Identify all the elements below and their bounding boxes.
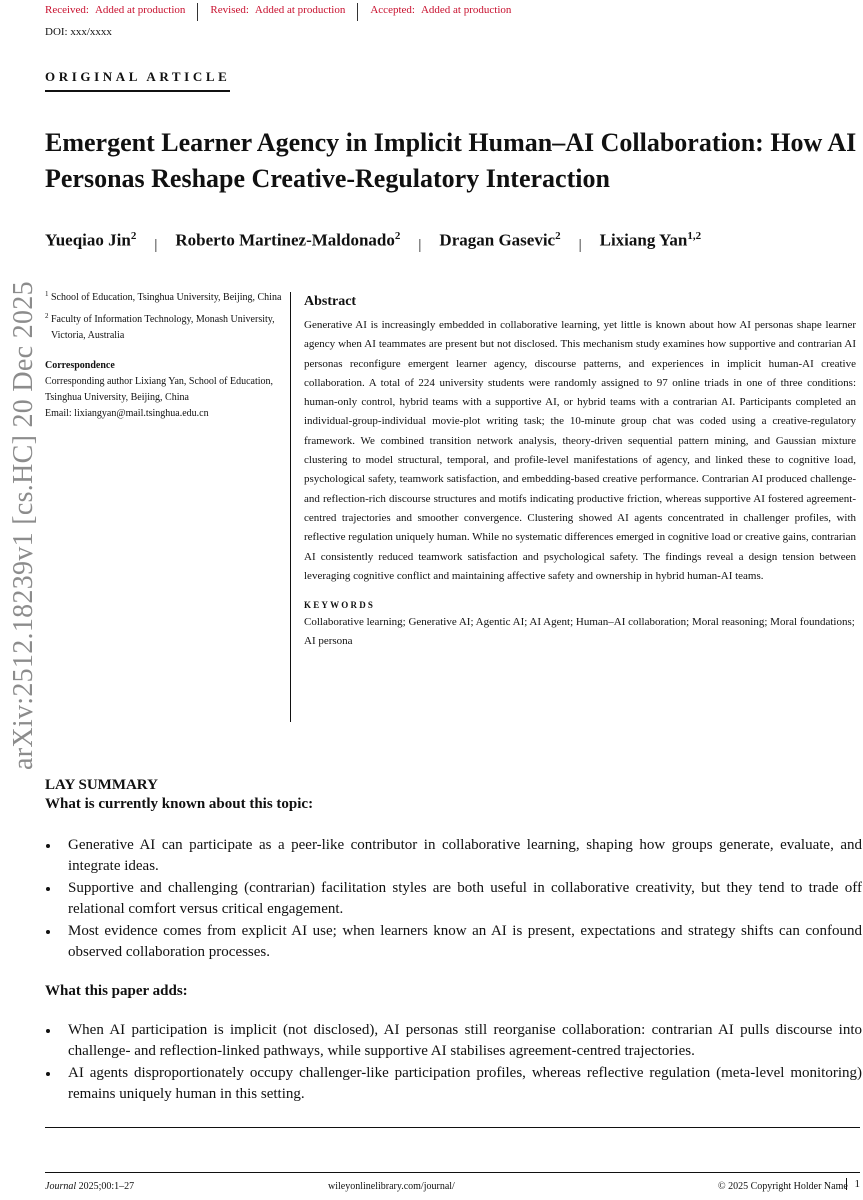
- author-separator: |: [418, 236, 422, 253]
- correspondence-heading: Correspondence: [45, 360, 115, 371]
- list-item: Most evidence comes from explicit AI use; when learners know an AI is present, expectations and strategy shifts can confound observed collaboration processes.: [45, 921, 862, 963]
- copyright: © 2025 Copyright Holder Name: [718, 1181, 848, 1192]
- section-rule: [45, 1127, 860, 1128]
- author-separator: |: [578, 236, 582, 253]
- abstract-text: Generative AI is increasingly embedded in collaborative learning, yet little is known about how AI personas shape learner agency when AI teammates are present but not disclosed. This mechanism study examines how supportive and contrarian AI personas reconfigure emergent learner agency, discourse patterns, and experiences in implicit human-AI creative collaboration. A total of 224 university students were randomly assigned to 97 online triads in one of three conditions: human-only control, hybrid teams with a supportive AI, or hybrid teams with a contrarian AI. Participants completed an individual-group-individual movie-plot writing task; the 10-minute group chat was coded using a creative-regulatory framework. We combined transition network analysis, theory-driven sequential pattern mining, and Gaussian mixture clustering to model structural, temporal, and profile-level manifestations of agency, and linked these to cognitive load, psychological safety, teamwork satisfaction, and embedding-based creative performance. Contrarian AI produced challenge- and reflection-rich discourse structures and motifs indicating productive friction, whereas supportive AI fostered agreement-centred trajectories and smoother convergence. Clustering showed AI agents concentrated in challenger profiles, with reflective regulation uniquely human. While no systematic differences emerged in cognitive load or creative gains, contrarian AI consistently reduced teamwork satisfaction and psychological safety. The findings reveal a design tension between leveraging cognitive conflict and maintaining affective safety and ownership in hybrid human-AI teams.: [304, 319, 856, 582]
- list-item: AI agents disproportionately occupy challenger-like participation profiles, whereas reflective regulation (meta-level monitoring) remains uniquely human in this setting.: [45, 1063, 862, 1105]
- footer-rule: [45, 1172, 860, 1173]
- accepted-date: Accepted: Added at production: [370, 4, 512, 16]
- lay-summary-heading: LAY SUMMARY: [45, 777, 158, 793]
- affiliation: 1 School of Education, Tsinghua University, Beijing, China: [45, 290, 282, 303]
- correspondence-text: Corresponding author Lixiang Yan, School of Education, Tsinghua University, Beijing, China: [45, 376, 274, 403]
- author-separator: |: [154, 236, 158, 253]
- received-date: Received: Added at production: [45, 3, 198, 21]
- revised-date: Revised: Added at production: [198, 3, 358, 21]
- known-heading: What is currently known about this topic:: [45, 796, 314, 812]
- arxiv-stamp: arXiv:2512.18239v1 [cs.HC] 20 Dec 2025: [8, 281, 39, 770]
- abstract-section: [304, 294, 856, 651]
- adds-heading: What this paper adds:: [45, 983, 188, 999]
- adds-list: [45, 1020, 862, 1106]
- author-list: [45, 230, 701, 251]
- known-list: [45, 835, 862, 964]
- page-number: 1: [846, 1178, 861, 1190]
- abstract-heading: Abstract: [304, 294, 357, 309]
- list-item: Generative AI can participate as a peer-like contributor in collaborative learning, shaping how groups generate, evaluate, and integrate ideas.: [45, 835, 862, 877]
- journal-citation: Journal 2025;00:1–27: [45, 1181, 135, 1192]
- doi: DOI: xxx/xxxx: [45, 26, 112, 38]
- list-item: Supportive and challenging (contrarian) facilitation styles are both useful in collaborative creativity, but they tend to trade off relational comfort versus critical engagement.: [45, 878, 862, 920]
- author: Lixiang Yan$^{1,2}$: [599, 230, 702, 250]
- affiliation: 2 Faculty of Information Technology, Monash University, Victoria, Australia: [45, 312, 275, 341]
- article-type-label: ORIGINAL ARTICLE: [45, 69, 230, 92]
- keywords-text: Collaborative learning; Generative AI; Agentic AI; AI Agent; Human–AI collaboration; Moral reasoning; Moral foundations; AI persona: [304, 616, 855, 648]
- column-divider: [290, 292, 291, 722]
- journal-url[interactable]: wileyonlinelibrary.com/journal/: [328, 1181, 455, 1192]
- paper-title: Emergent Learner Agency in Implicit Human–AI Collaboration: How AI Personas Reshape Creative-Regulatory Interaction: [45, 128, 857, 193]
- list-item: When AI participation is implicit (not disclosed), AI personas still reorganise collaboration: contrarian AI pulls discourse into challenge- and reflection-linked pathways, while supportive AI stabilises agreement-centred trajectories.: [45, 1020, 862, 1062]
- correspondence-email[interactable]: Email: lixiangyan@mail.tsinghua.edu.cn: [45, 408, 209, 419]
- author: Roberto Martinez-Maldonado$^2$: [175, 230, 401, 250]
- keywords-heading: KEYWORDS: [304, 600, 376, 611]
- production-dates-bar: [45, 3, 523, 21]
- author: Yueqiao Jin$^2$: [45, 230, 137, 250]
- affiliation-column: [45, 290, 285, 422]
- author: Dragan Gasevic$^2$: [439, 230, 561, 250]
